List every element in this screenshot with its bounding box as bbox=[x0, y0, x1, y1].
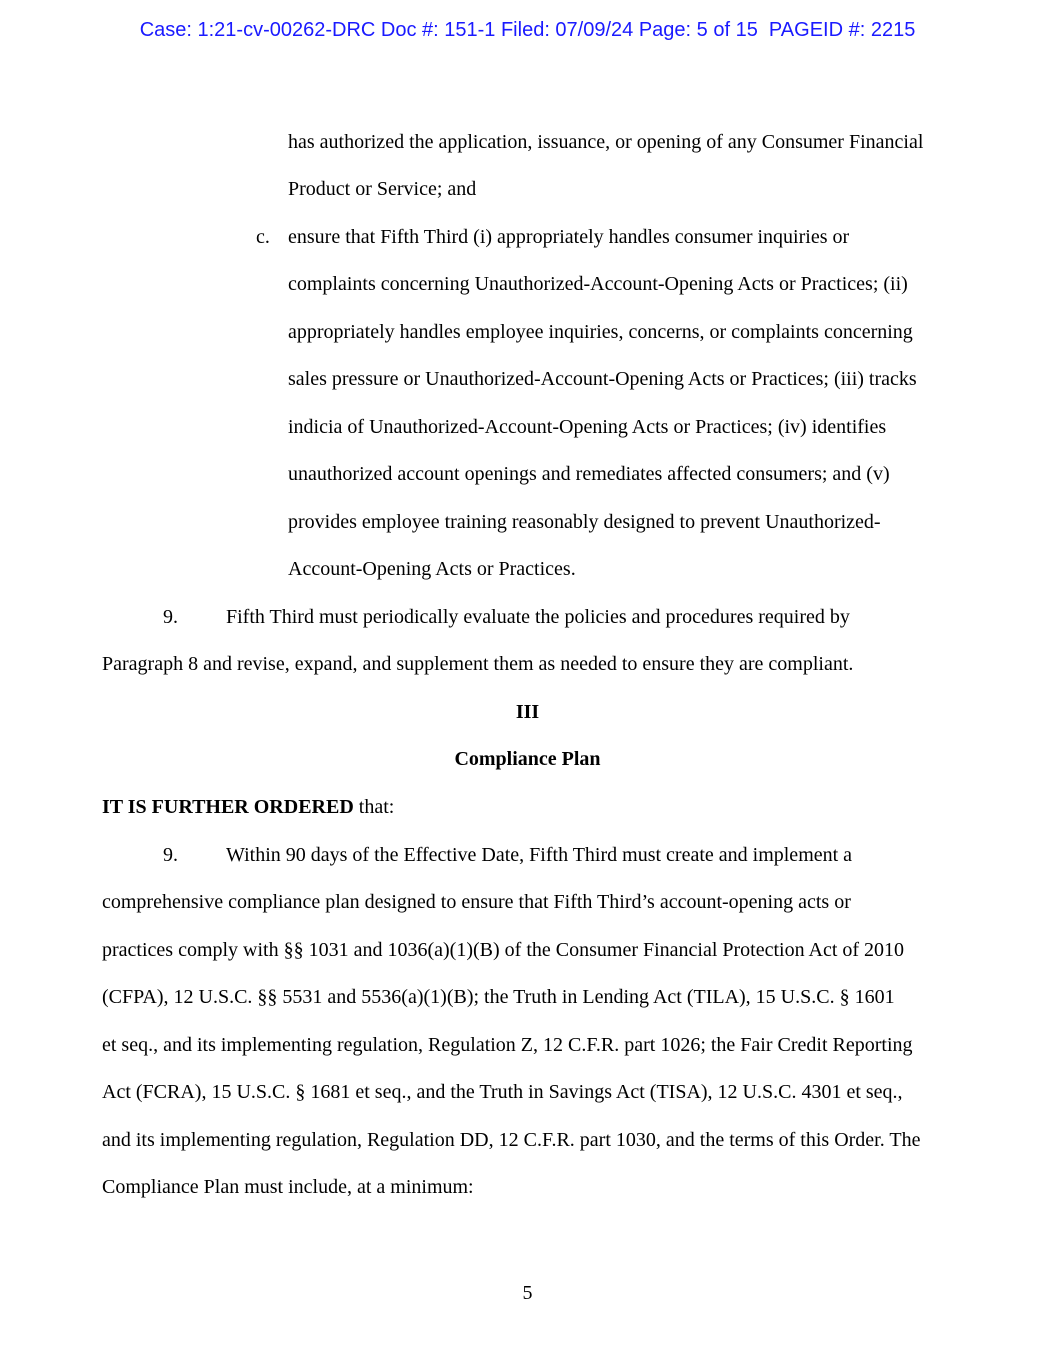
item-c-line-2: complaints concerning Unauthorized-Account-Opening Acts or Practices; (ii) bbox=[288, 273, 908, 295]
para-9b-line-5: et seq., and its implementing regulation, Regulation Z, 12 C.F.R. part 1026; the Fair Credit Reporting bbox=[102, 1034, 913, 1056]
para-9b-line-7: and its implementing regulation, Regulation DD, 12 C.F.R. part 1030, and the terms of this Order. The bbox=[102, 1129, 921, 1151]
item-c-line-8: Account-Opening Acts or Practices. bbox=[288, 558, 576, 580]
para-9b-line-6: Act (FCRA), 15 U.S.C. § 1681 et seq., and the Truth in Savings Act (TISA), 12 U.S.C. 4301 et seq., bbox=[102, 1081, 903, 1103]
item-c-marker: c. bbox=[256, 226, 270, 248]
para-9a-line-2: Paragraph 8 and revise, expand, and supplement them as needed to ensure they are compliant. bbox=[102, 653, 854, 675]
para-9b-line-8: Compliance Plan must include, at a minimum: bbox=[102, 1176, 474, 1198]
para-9a-line-1: Fifth Third must periodically evaluate the policies and procedures required by bbox=[226, 606, 850, 628]
page-number: 5 bbox=[522, 1282, 533, 1304]
para-9b-line-3: practices comply with §§ 1031 and 1036(a)(1)(B) of the Consumer Financial Protection Act of 2010 bbox=[102, 939, 905, 961]
section-numeral: III bbox=[515, 701, 540, 723]
order-line bbox=[102, 795, 394, 819]
case-header-stamp: Case: 1:21-cv-00262-DRC Doc #: 151-1 Filed: 07/09/24 Page: 5 of 15 PAGEID #: 2215 bbox=[139, 19, 916, 41]
para-9b-line-2: comprehensive compliance plan designed to ensure that Fifth Third’s account-opening acts or bbox=[102, 891, 851, 913]
item-c-line-1: ensure that Fifth Third (i) appropriately handles consumer inquiries or bbox=[288, 226, 850, 248]
order-bold-text: IT IS FURTHER ORDERED bbox=[102, 796, 354, 818]
item-c-line-7: provides employee training reasonably designed to prevent Unauthorized- bbox=[288, 511, 881, 533]
para-9b-number: 9. bbox=[163, 844, 178, 866]
item-c-line-4: sales pressure or Unauthorized-Account-Opening Acts or Practices; (iii) tracks bbox=[288, 368, 917, 390]
item-c-line-5: indicia of Unauthorized-Account-Opening Acts or Practices; (iv) identifies bbox=[288, 416, 887, 438]
item-c-line-6: unauthorized account openings and remediates affected consumers; and (v) bbox=[288, 463, 890, 485]
order-rest-text: that: bbox=[353, 796, 395, 818]
item-b-line-2: Product or Service; and bbox=[288, 178, 477, 200]
para-9b-line-1: Within 90 days of the Effective Date, Fifth Third must create and implement a bbox=[226, 844, 853, 866]
para-9b-line-4: (CFPA), 12 U.S.C. §§ 5531 and 5536(a)(1)(B); the Truth in Lending Act (TILA), 15 U.S.C. § 1601 bbox=[102, 986, 895, 1008]
section-title: Compliance Plan bbox=[454, 748, 601, 770]
item-b-line-1: has authorized the application, issuance, or opening of any Consumer Financial bbox=[288, 131, 924, 153]
item-c-line-3: appropriately handles employee inquiries, concerns, or complaints concerning bbox=[288, 321, 913, 343]
para-9a-number: 9. bbox=[163, 606, 178, 628]
